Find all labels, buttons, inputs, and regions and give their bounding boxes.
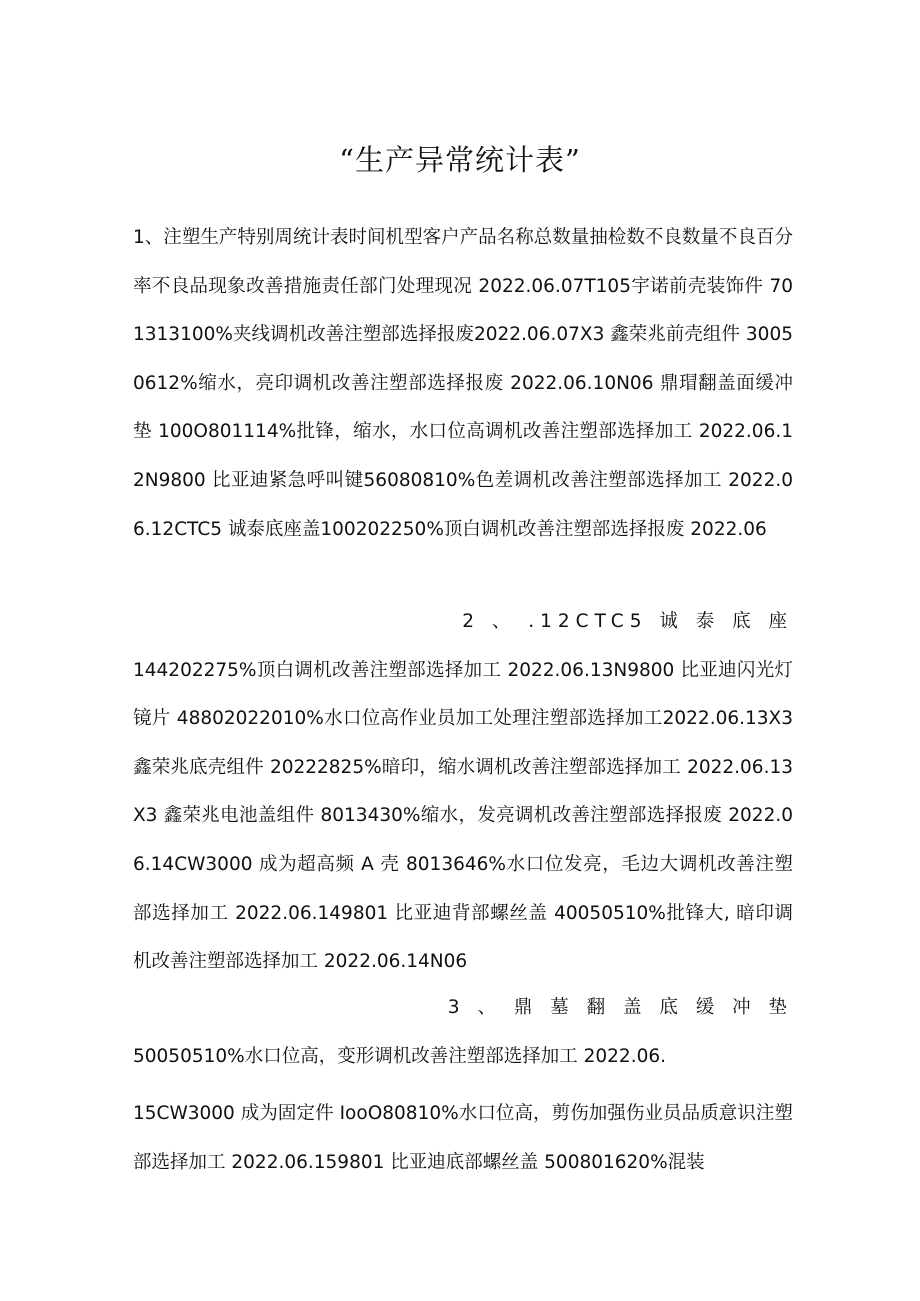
paragraph-3-text: 50050510%水口位高，变形调机改善注塑部选择加工 2022.06. — [133, 1045, 667, 1067]
document-title: “生产异常统计表” — [339, 143, 581, 177]
paragraph-2 — [133, 598, 793, 987]
paragraph-3-heading: 3 、 鼎 墓 翻 盖 底 缓 冲 垫 — [447, 997, 793, 1018]
paragraph-2-text: 144202275%顶白调机改善注塑部选择加工 2022.06.13N9800 比亚迪闪光灯镜片 48802022010%水口位高作业员加工处理注塑部选择加工2022.06.13X3 鑫荣兆底壳组件 20222825%暗印，缩水调机改善注塑部选择加工 2022.06.13X3 鑫荣兆电池盖组件 8013430%缩水，发亮调机改善注塑部选择报废 2022.06.14CW3000 成为超高频 A 壳 8013646%水口位发亮，毛边大调机改善注塑部选择加工 2022.06.149801 比亚迪背部螺丝盖 40050510%批锋大, 暗印调机改善注塑部选择加工 2022.06.14N06 — [133, 659, 793, 973]
paragraph-2-heading: 2 、 .12CTC5 诚 泰 底 座 — [462, 611, 793, 632]
paragraph-3 — [133, 984, 793, 1081]
paragraph-4 — [133, 1090, 793, 1187]
paragraph-1-text: 1、注塑生产特别周统计表时间机型客户产品名称总数量抽检数不良数量不良百分率不良品现象改善措施责任部门处理现况 2022.06.07T105宇诺前壳装饰件 701313100%夹线调机改善注塑部选择报废2022.06.07X3 鑫荣兆前壳组件 30050612%缩水，亮印调机改善注塑部选择报废 2022.06.10N06 鼎瑁翻盖面缓冲垫 100O801114%批锋，缩水，水口位高调机改善注塑部选择加工 2022.06.12N9800 比亚迪紧急呼叫键56080810%色差调机改善注塑部选择加工 2022.06.12CTC5 诚泰底座盖100202250%顶白调机改善注塑部选择报废 2022.06 — [133, 227, 793, 540]
paragraph-4-text: 15CW3000 成为固定件 IooO80810%水口位高，剪伤加强伤业员品质意识注塑部选择加工 2022.06.159801 比亚迪底部螺丝盖 500801620%混装 — [133, 1103, 793, 1173]
paragraph-1 — [133, 214, 793, 554]
